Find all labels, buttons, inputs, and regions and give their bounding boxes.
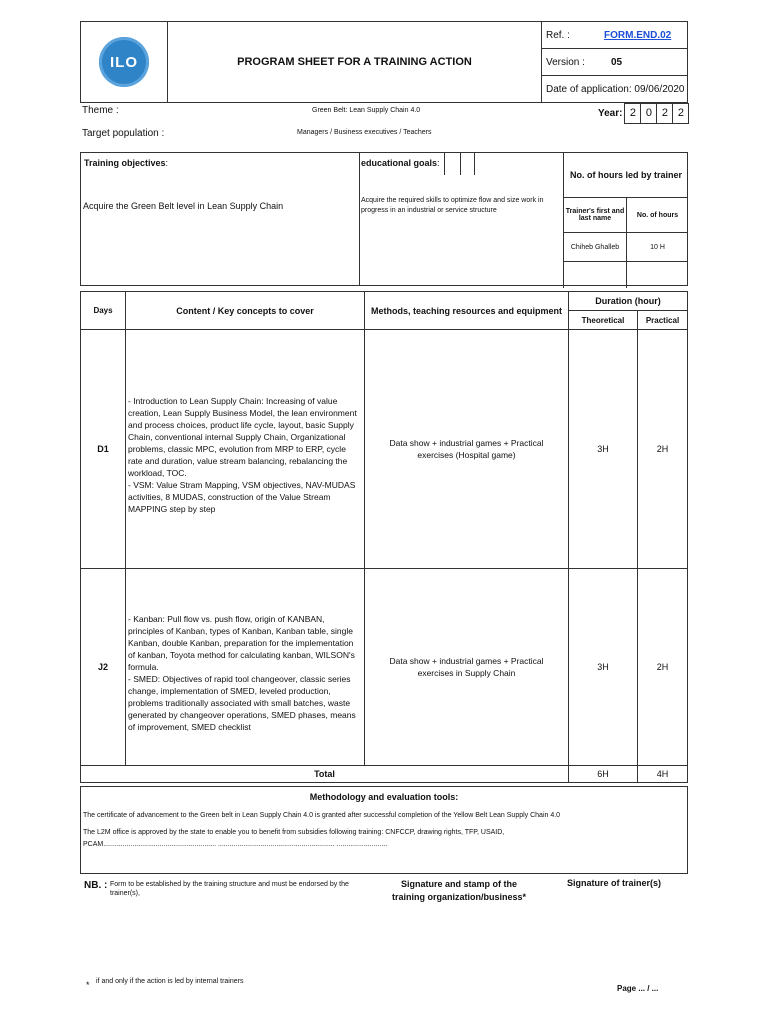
practical-header — [638, 311, 688, 330]
practical-cell — [638, 569, 688, 766]
practical-value: 2H — [656, 662, 669, 672]
total-label-cell — [81, 766, 569, 783]
days-header-text: Days — [93, 306, 113, 315]
day-label: J2 — [97, 662, 108, 672]
total-practical-cell — [638, 766, 688, 783]
trainer-name: Chiheb Ghalleb — [570, 243, 620, 251]
ilo-logo — [99, 37, 149, 87]
trainer-hours-title — [564, 153, 689, 198]
date-cell — [542, 76, 688, 103]
theoretical-header-text: Theoretical — [581, 315, 625, 325]
header-table — [80, 21, 688, 103]
total-practical: 4H — [656, 769, 669, 779]
training-objectives-title: Training objectives — [84, 158, 166, 168]
theoretical-header — [569, 311, 638, 330]
logo-text: ILO — [110, 53, 138, 71]
theoretical-cell — [569, 330, 638, 569]
content-text: - Kanban: Pull flow vs. push flow, origin of KANBAN, principles of Kanban, types of Kanban, Kanban table, single Kanban, double Kanban, preparation for the implementation of kanban, Toyota method for calculating kanban, WILSON's formula. - SMED: Objectives of rapid tool changeover, classic series change, implementation of SMED, leveled production, problems traditionally associated with small batches, waste generated by changeover operations, SMED phases, means of improvement, SMED checklist — [128, 614, 356, 732]
year-digit: 0 — [640, 103, 657, 124]
practical-cell — [638, 330, 688, 569]
trainer-hours-title-text: No. of hours led by trainer — [569, 170, 682, 180]
content-header — [126, 292, 365, 330]
trainer-hours-table — [563, 153, 688, 288]
days-header — [81, 292, 126, 330]
content-cell — [126, 569, 365, 766]
target-value: Managers / Business executives / Teachers — [297, 129, 432, 136]
content-text: - Introduction to Lean Supply Chain: Increasing of value creation, Lean Supply Business Model, the lean environment and process choices, product life cycle, layout, basic Supply Chain, conventional internal Supply Chain, Organizational problems, classic MPC, evolution from MRP to ERP, cycle rate and duration, value stream balancing, rebalancing the workload, TOC. - VSM: Value Stram Mapping, VSM objectives, NAV-MUDAS activities, 8 MUDAS, construction of the Value Stream MAPPING step by step — [128, 396, 357, 514]
ref-link[interactable]: FORM.END.02 — [604, 29, 672, 41]
theoretical-cell — [569, 569, 638, 766]
trainer-name-empty — [564, 262, 627, 289]
total-label: Total — [314, 769, 335, 779]
educational-goals-title: educational goals — [361, 158, 438, 168]
version-label: Version : — [546, 56, 585, 68]
edu-goal-cell — [459, 153, 475, 175]
theoretical-value: 3H — [597, 662, 609, 672]
day-cell — [81, 569, 126, 766]
target-label: Target population : — [82, 128, 165, 139]
trainer-hours-empty — [627, 262, 689, 289]
methods-cell — [365, 569, 569, 766]
day-label: D1 — [97, 444, 109, 454]
methods-text: Data show + industrial games + Practical exercises (Hospital game) — [389, 438, 544, 460]
total-row — [81, 766, 688, 783]
objectives-divider — [359, 153, 360, 285]
document-title-text: PROGRAM SHEET FOR A TRAINING ACTION — [237, 56, 472, 68]
methodology-line-3: PCAM.......................................................... ............................................................ .......................... — [83, 841, 388, 848]
logo-cell — [81, 22, 168, 103]
trainer-name-header-text: Trainer's first and last name — [565, 208, 625, 222]
training-objectives-colon: : — [165, 158, 169, 168]
methods-cell — [365, 330, 569, 569]
methodology-line-1: The certificate of advancement to the Green belt in Lean Supply Chain 4.0 is granted after successful completion of the Yellow Belt Lean Supply Chain 4.0 — [83, 812, 561, 819]
total-theoretical-cell — [569, 766, 638, 783]
methods-header-text: Methods, teaching resources and equipment — [370, 305, 563, 316]
practical-value: 2H — [656, 444, 669, 454]
educational-goals-colon: : — [437, 158, 440, 168]
ref-label-cell — [542, 22, 604, 49]
year-label: Year: — [598, 108, 623, 119]
signature-trainer: Signature of trainer(s) — [567, 878, 662, 888]
footnote-text: if and only if the action is led by internal trainers — [96, 978, 244, 985]
content-cell — [126, 330, 365, 569]
signature-organization: Signature and stamp of the training organization/business* — [391, 879, 526, 902]
hours-header — [627, 198, 689, 233]
trainer-name-header — [564, 198, 627, 233]
content-header-text: Content / Key concepts to cover — [176, 305, 314, 316]
day-cell — [81, 330, 126, 569]
methods-header — [365, 292, 569, 330]
duration-header-text: Duration (hour) — [595, 296, 661, 306]
methodology-line-2: The L2M office is approved by the state to enable you to benefit from subsidies following training: CNFCCP, drawing rights, TFP, USAID, — [83, 829, 505, 836]
version-value: 05 — [611, 56, 623, 68]
year-field — [598, 103, 689, 124]
version-label-cell — [542, 49, 604, 76]
theme-value: Green Belt: Lean Supply Chain 4.0 — [312, 107, 421, 114]
trainer-hours: 10 H — [650, 243, 665, 251]
page-number: Page ... / ... — [617, 984, 659, 993]
training-objectives-label — [84, 158, 168, 168]
version-value-cell — [603, 49, 688, 76]
program-table — [80, 291, 688, 783]
training-objectives-text: Acquire the Green Belt level in Lean Supply Chain — [83, 201, 284, 211]
theme-label: Theme : — [82, 105, 119, 116]
year-digit: 2 — [656, 103, 673, 124]
hours-header-text: No. of hours — [636, 211, 679, 219]
table-row — [81, 569, 688, 766]
educational-goals-label — [361, 158, 440, 168]
methodology-title: Methodology and evaluation tools: — [309, 792, 459, 802]
nb-text: Form to be established by the training structure and must be endorsed by the trainer(s), — [110, 881, 349, 897]
methodology-box — [80, 786, 688, 874]
document-title — [168, 22, 542, 103]
year-digit: 2 — [672, 103, 689, 124]
total-theoretical: 6H — [597, 769, 609, 779]
nb-label: NB. : — [84, 880, 108, 891]
date-of-application: Date of application: 09/06/2020 — [546, 83, 685, 95]
educational-goals-text: Acquire the required skills to optimize flow and size work in progress in an industrial or service structure — [361, 197, 544, 214]
theoretical-value: 3H — [597, 444, 609, 454]
methods-text: Data show + industrial games + Practical exercises in Supply Chain — [389, 656, 544, 678]
duration-header — [569, 292, 688, 311]
practical-header-text: Practical — [645, 315, 680, 325]
trainer-name-cell — [564, 233, 627, 262]
trainer-hours-cell — [627, 233, 689, 262]
year-digit: 2 — [624, 103, 641, 124]
table-row — [81, 330, 688, 569]
footnote-asterisk: * — [86, 980, 90, 990]
ref-value-cell — [603, 22, 688, 49]
objectives-box — [80, 152, 688, 286]
ref-label: Ref. : — [546, 29, 570, 41]
